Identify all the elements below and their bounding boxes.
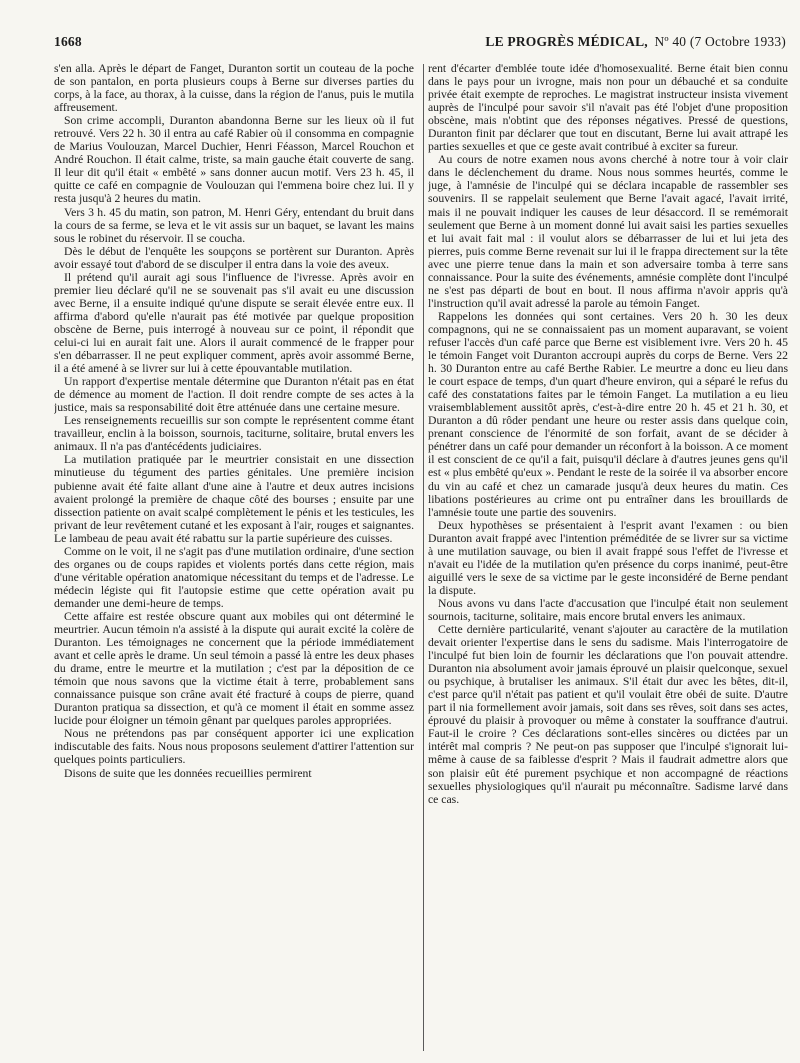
paragraph: Disons de suite que les données recueillies permirent [64,766,312,780]
paragraph: Nous avons vu dans l'acte d'accusation que l'inculpé était non seulement sournois, taciturne, solitaire, mais encore brutal envers les animaux. [428,596,788,623]
paragraph: Rappelons les données qui sont certaines. Vers 20 h. 30 les deux compagnons, qui ne se connaissaient pas un moment auparavant, se voient refuser l'accès d'un café parce que Berne est visiblement ivre. Vers 20 h. 45 le témoin Fanget voit Duranton accroupi auprès du corps de Berne. Vers 22 h. 30 Duranton entre au café Berthe Rabier. Le meurtre a donc eu lieu dans le court espace de temps, d'un quart d'heure environ, qui a séparé le refus du café des constatations faites par le témoin Fanget. La mutilation a eu lieu vraisemblablement aussitôt après, c'est-à-dire entre 20 h. 45 et 21 h. 30, et Duranton a dû rôder pendant une heure ou rester assis dans quelque coin, prenant conscience de l'énormité de son forfait, avant de se décider à pénétrer dans un café pour demander un réconfort à la boisson. A ce moment il est conscient de ce qu'il a fait, puisqu'il déclare à d'autres jeunes gens qu'il est « plus embêté qu'eux ». Pendant le reste de la soirée il va absorber encore du vin au café et chez un camarade jusqu'à deux heures du matin. Ces libations postérieures au crime ont pu entraîner dans les brouillards de l'amnésie toute une partie des souvenirs. [428,309,788,519]
right-column [428,62,788,1055]
paragraph: Un rapport d'expertise mentale détermine que Duranton n'était pas en état de démence au moment de l'action. Il doit rendre compte de ses actes à la justice, mais sa responsabilité doit être atténuée dans une certaine mesure. [54,375,414,415]
paragraph: Nous ne prétendons pas par conséquent apporter ici une explication indiscutable des faits. Nous nous proposons seulement d'attirer l'attention sur quelques points particuliers. [54,727,414,767]
left-column [54,62,414,1055]
paragraph: Cette dernière particularité, venant s'ajouter au caractère de la mutilation devait orienter l'expertise dans le sens du sadisme. Mais l'interrogatoire de l'inculpé fut bien loin de fournir les déclarations que l'on pouvait attendre. Duranton nia absolument avoir jamais éprouvé un plaisir quelconque, sexuel ou psychique, à brutaliser les animaux. S'il était dur avec les bêtes, dit-il, c'est parce qu'il n'était pas patient et qu'il voulait être obéi de suite. D'autre part il nia formellement avoir jamais, soit dans ses rêves, soit dans ses actes, éprouvé du plaisir à provoquer ou même à constater la souffrance d'autrui. Faut-il le croire ? Ces déclarations sont-elles sincères ou dictées par un intérêt mal compris ? Ne peut-on pas supposer que l'inculpé s'ignorait lui-même à cause de sa faiblesse d'esprit ? Mais il faudrait admettre alors que son plaisir eût été purement psychique et non accompagné de réactions sexuelles physiologiques qu'il n'aurait pu méconnaître. Sadisme larvé dans ce cas. [428,623,788,806]
paragraph: Les renseignements recueillis sur son compte le représentent comme étant travailleur, enclin à la boisson, sournois, taciturne, solitaire, brutal envers les animaux. Il n'a pas d'antécédents judiciaires. [54,414,414,454]
paragraph: Deux hypothèses se présentaient à l'esprit avant l'examen : ou bien Duranton avait frappé avec l'intention préméditée de se livrer sur sa victime à une mutilation sauvage, ou bien il avait frappé sous l'effet de l'ivresse et n'avait eu l'idée de la mutilation qu'en présence du corps inanimé, peut-être aiguillé vers le sexe de sa victime par le geste inconsidéré de Berne pendant la dispute. [428,518,788,597]
paragraph: Dès le début de l'enquête les soupçons se portèrent sur Duranton. Après avoir essayé tout d'abord de se disculper il entra dans la voie des aveux. [54,244,414,271]
paragraph: Cette affaire est restée obscure quant aux mobiles qui ont déterminé le meurtrier. Aucun témoin n'a assisté à la dispute qui aurait excité la colère de Duranton. Les témoignages ne concernent que la période immédiatement avant et celle après le drame. Un seul témoin a passé là entre les deux phases du drame, entre le meurtre et la mutilation ; c'est par la déposition de ce témoin que nous savons que la victime était à terre, probablement sans connaissance puisque son crâne avait été fracturé à coups de pierre, quand Duranton pratiqua sa dissection, et qu'à ce moment il était en somme assez lucide pour éloigner un témoin gênant par quelques paroles appropriées. [54,609,414,728]
running-title [485,34,786,50]
paragraph: La mutilation pratiquée par le meurtrier consistait en une dissection minutieuse du tégument des parties génitales. Une première incision pubienne avait été faite allant d'une aine à l'autre et deux autres incisions avaient prolongé la première de chaque côté des bourses ; ensuite par une dissection patiente on avait scalpé complètement le pénis et les testicules, les privant de leur revêtement cutané et les exposant à l'air, rouges et saignantes. Le lambeau de peau avait été rabattu sur la partie supérieure des cuisses. [54,453,414,545]
paragraph: s'en alla. Après le départ de Fanget, Duranton sortit un couteau de la poche de son pantalon, en porta plusieurs coups à Berne sur diverses parties du corps, à la face, au thorax, à la cuisse, dans la région de l'anus, puis le mutila affreusement. [54,62,414,115]
paragraph: Comme on le voit, il ne s'agit pas d'une mutilation ordinaire, d'une section des organes ou de coups rapides et violents portés dans cette région, mais d'une véritable opération anatomique nécessitant du temps et de l'adresse. Le médecin légiste qui fit l'autopsie estime que cette opération avait pu demander une demi-heure de temps. [54,544,414,610]
paragraph: Son crime accompli, Duranton abandonna Berne sur les lieux où il fut retrouvé. Vers 22 h. 30 il entra au café Rabier où il consomma en compagnie de Marius Voulouzan, Marcel Duchier, Henri Féasson, Marcel Rouchon et André Rouchon. Il était calme, triste, sa main gauche était couverte de sang. Il leur dit qu'il était « embêté » sans donner aucun motif. Vers 23 h. 45, il quitte ce café en compagnie de Voulouzan qui l'emmena boire chez lui. Il y resta jusqu'à 2 heures du matin. [54,114,414,206]
paragraph: rent d'écarter d'emblée toute idée d'homosexualité. Berne était bien connu dans le pays pour un ivrogne, mais non pour un débauché et sa conduite privée était exempte de reproches. Le magistrat instructeur insista vivement auprès de l'inculpé pour savoir s'il n'avait pas été l'objet d'une proposition obscène, mais n'obtint que des réponses négatives. Pressé de questions, Duranton finit par déclarer que tout en discutant, Berne lui avait attrapé les parties sexuelles et que ce geste avait contribué à exciter sa fureur. [428,62,788,154]
issue-date: (7 Octobre 1933) [689,34,786,49]
page-number: 1668 [54,34,82,49]
journal-title: LE PROGRÈS MÉDICAL, [485,34,648,49]
page-header [54,34,786,50]
paragraph: Vers 3 h. 45 du matin, son patron, M. Henri Géry, entendant du bruit dans la cours de sa ferme, se leva et le vit assis sur un baquet, se lavant les mains sous le robinet du réservoir. Il se coucha. [54,205,414,245]
issue-number: Nº 40 [654,34,687,49]
text-columns [54,62,788,1055]
paragraph: Au cours de notre examen nous avons cherché à notre tour à voir clair dans le déclenchement du drame. Nous nous sommes heurtés, comme le juge, à l'amnésie de l'inculpé qui se déclara incapable de rassembler ses souvenirs. Il se rappelait seulement que Berne l'avait agacé, l'avait irrité, mais il ne pouvait indiquer les causes de leur désaccord. Il se remémorait seulement que Berne à un moment donné lui avait saisi les parties sexuelles et lui avait fait mal : il voulut alors se débarrasser de lui et lui jeta des pierres, puis comme Berne revenait sur lui il le frappa directement sur la tête avec une pierre tenue dans la main et son adversaire tomba à terre sans connaissance. Pour la suite des événements, amnésie complète dont l'inculpé ne s'est pas départi de bout en bout. Il nous affirma n'avoir appris qu'à l'instruction qu'il avait adressé la parole au témoin Fanget. [428,153,788,310]
paragraph: Il prétend qu'il aurait agi sous l'influence de l'ivresse. Après avoir en premier lieu déclaré qu'il ne se souvenait pas s'il avait eu une discussion avec Berne, il a ensuite indiqué qu'une dispute se serait élevée entre eux. Il affirma d'abord qu'elle n'aurait pas été motivée par quelque proposition obscène de Berne, puis interrogé à nouveau sur ce point, il répondit que celui-ci lui en aurait fait une. Alors il aurait commencé de le frapper pour s'en débarrasser. Il ne peut expliquer comment, après avoir assommé Berne, il a été amené à se livrer sur lui à cette épouvantable mutilation. [54,270,414,376]
